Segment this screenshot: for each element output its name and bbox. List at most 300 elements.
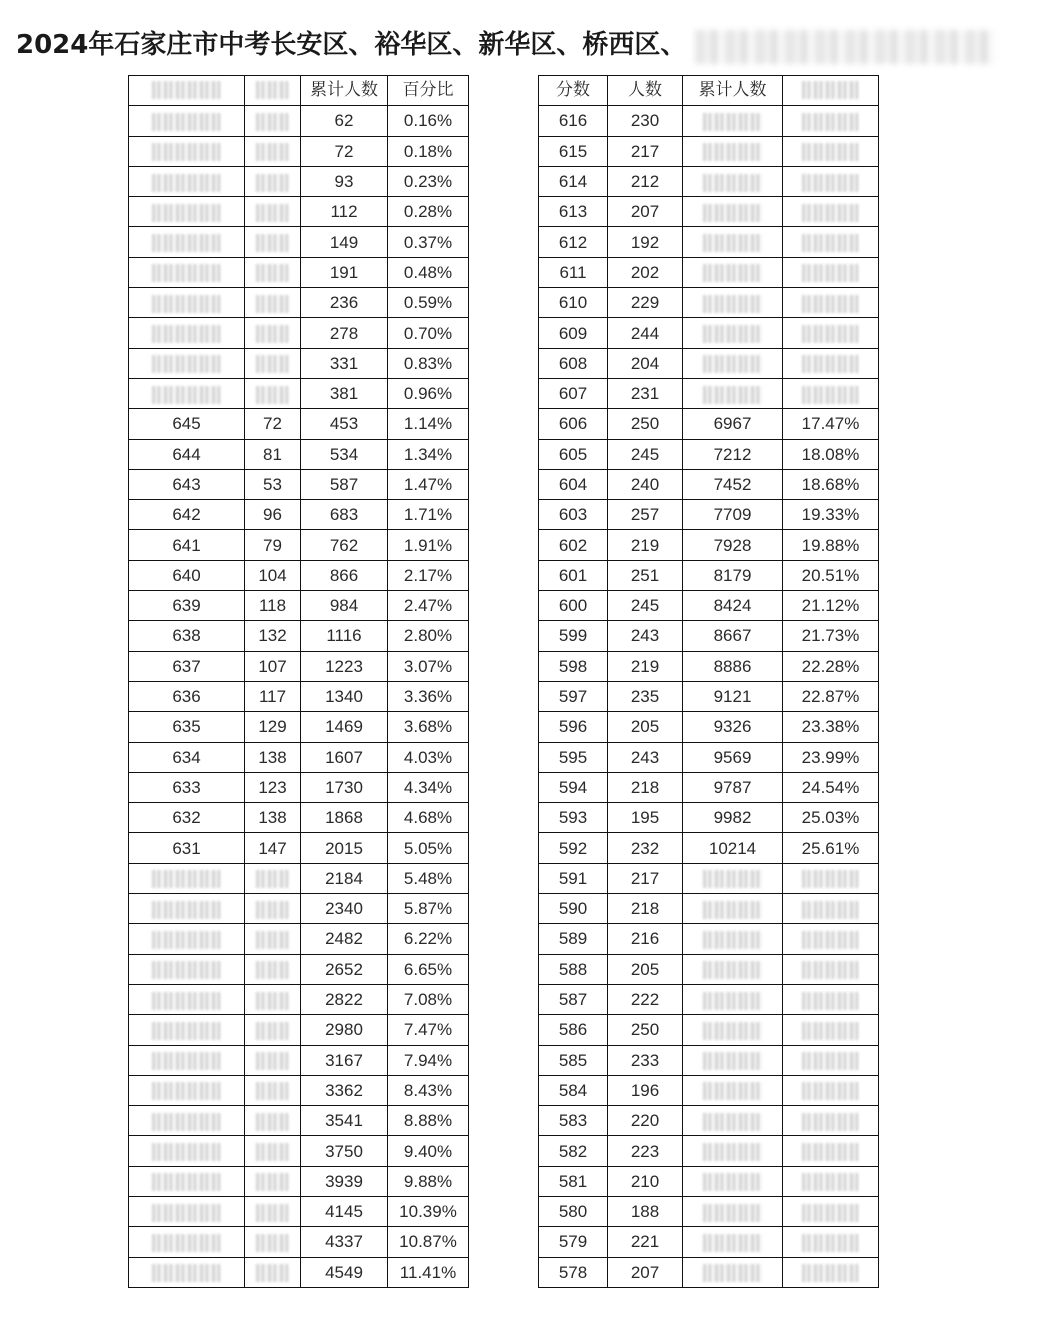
- redacted-cell: [703, 1143, 762, 1161]
- table-cell: [245, 863, 301, 893]
- table-cell: 7928: [683, 530, 783, 560]
- table-row: [539, 439, 879, 469]
- table-cell: 218: [608, 894, 683, 924]
- table-cell: 1.34%: [388, 439, 469, 469]
- table-cell: 218: [608, 772, 683, 802]
- table-cell: 25.61%: [783, 833, 879, 863]
- table-row: [539, 712, 879, 742]
- table-cell: 634: [129, 742, 245, 772]
- table-cell: 640: [129, 560, 245, 590]
- table-cell: [683, 318, 783, 348]
- title-redacted-area: [695, 30, 995, 64]
- table-cell: [129, 257, 245, 287]
- table-cell: 8667: [683, 621, 783, 651]
- table-row: [129, 772, 469, 802]
- table-cell: 112: [301, 197, 388, 227]
- table-cell: 195: [608, 803, 683, 833]
- redacted-cell: [703, 992, 762, 1010]
- table-row: [539, 954, 879, 984]
- table-cell: 2482: [301, 924, 388, 954]
- table-cell: 245: [608, 439, 683, 469]
- table-cell: [783, 318, 879, 348]
- table-row: [129, 1136, 469, 1166]
- table-row: [539, 1015, 879, 1045]
- table-cell: 9787: [683, 772, 783, 802]
- table-cell: [783, 197, 879, 227]
- table-cell: 1.47%: [388, 469, 469, 499]
- redacted-cell: [152, 1082, 221, 1100]
- column-header: [783, 76, 879, 106]
- table-cell: [129, 1045, 245, 1075]
- table-cell: 129: [245, 712, 301, 742]
- redacted-cell: [152, 1204, 221, 1222]
- table-cell: 2015: [301, 833, 388, 863]
- table-cell: 612: [539, 227, 608, 257]
- table-row: [129, 136, 469, 166]
- table-cell: 244: [608, 318, 683, 348]
- table-cell: [783, 1136, 879, 1166]
- table-cell: 587: [301, 469, 388, 499]
- redacted-cell: [256, 1052, 289, 1070]
- table-cell: 606: [539, 409, 608, 439]
- redacted-cell: [152, 1113, 221, 1131]
- table-cell: [783, 1045, 879, 1075]
- table-cell: [245, 954, 301, 984]
- redacted-cell: [152, 1052, 221, 1070]
- table-cell: 592: [539, 833, 608, 863]
- table-cell: 219: [608, 651, 683, 681]
- table-cell: 1469: [301, 712, 388, 742]
- table-cell: 0.28%: [388, 197, 469, 227]
- table-cell: [129, 166, 245, 196]
- table-cell: 616: [539, 106, 608, 136]
- table-cell: 453: [301, 409, 388, 439]
- table-row: [129, 954, 469, 984]
- redacted-cell: [802, 81, 859, 99]
- table-cell: 192: [608, 227, 683, 257]
- table-cell: 196: [608, 1075, 683, 1105]
- table-cell: 534: [301, 439, 388, 469]
- table-cell: 0.37%: [388, 227, 469, 257]
- table-cell: 683: [301, 500, 388, 530]
- table-cell: [129, 894, 245, 924]
- table-cell: [683, 1227, 783, 1257]
- table-row: [129, 924, 469, 954]
- table-cell: 600: [539, 591, 608, 621]
- table-cell: 222: [608, 984, 683, 1014]
- table-cell: [683, 1136, 783, 1166]
- redacted-cell: [152, 204, 221, 222]
- table-cell: [245, 1106, 301, 1136]
- table-cell: 72: [245, 409, 301, 439]
- redacted-cell: [256, 992, 289, 1010]
- table-cell: [683, 136, 783, 166]
- table-cell: 9.88%: [388, 1166, 469, 1196]
- table-cell: 138: [245, 742, 301, 772]
- table-cell: [683, 348, 783, 378]
- table-cell: [683, 166, 783, 196]
- table-cell: 5.05%: [388, 833, 469, 863]
- table-row: [539, 924, 879, 954]
- table-row: [539, 833, 879, 863]
- table-cell: 635: [129, 712, 245, 742]
- table-cell: 22.28%: [783, 651, 879, 681]
- redacted-cell: [802, 143, 859, 161]
- redacted-cell: [152, 1173, 221, 1191]
- table-cell: 212: [608, 166, 683, 196]
- table-cell: 96: [245, 500, 301, 530]
- table-cell: 582: [539, 1136, 608, 1166]
- table-cell: 599: [539, 621, 608, 651]
- table-cell: 645: [129, 409, 245, 439]
- table-cell: 132: [245, 621, 301, 651]
- table-cell: 598: [539, 651, 608, 681]
- redacted-cell: [802, 234, 859, 252]
- redacted-cell: [152, 386, 221, 404]
- table-cell: 591: [539, 863, 608, 893]
- table-cell: 607: [539, 378, 608, 408]
- table-cell: [783, 227, 879, 257]
- redacted-cell: [256, 1143, 289, 1161]
- table-cell: 4337: [301, 1227, 388, 1257]
- redacted-cell: [703, 1113, 762, 1131]
- table-row: [539, 742, 879, 772]
- table-cell: [683, 1045, 783, 1075]
- redacted-cell: [703, 174, 762, 192]
- table-cell: 8886: [683, 651, 783, 681]
- table-cell: [245, 106, 301, 136]
- redacted-cell: [802, 355, 859, 373]
- redacted-cell: [152, 113, 221, 131]
- table-cell: [783, 894, 879, 924]
- table-cell: 219: [608, 530, 683, 560]
- table-cell: 6.65%: [388, 954, 469, 984]
- redacted-cell: [152, 325, 221, 343]
- table-cell: 2652: [301, 954, 388, 984]
- table-row: [129, 863, 469, 893]
- table-cell: [129, 954, 245, 984]
- table-cell: 642: [129, 500, 245, 530]
- table-cell: 610: [539, 288, 608, 318]
- redacted-cell: [256, 143, 289, 161]
- table-cell: 188: [608, 1196, 683, 1226]
- table-cell: 1223: [301, 651, 388, 681]
- table-row: [129, 560, 469, 590]
- redacted-cell: [256, 931, 289, 949]
- redacted-cell: [152, 295, 221, 313]
- table-cell: 5.87%: [388, 894, 469, 924]
- redacted-cell: [703, 1264, 762, 1282]
- table-cell: 229: [608, 288, 683, 318]
- table-row: [539, 984, 879, 1014]
- table-cell: [245, 197, 301, 227]
- table-row: [129, 469, 469, 499]
- table-cell: 633: [129, 772, 245, 802]
- table-cell: 3167: [301, 1045, 388, 1075]
- table-cell: 230: [608, 106, 683, 136]
- redacted-cell: [152, 961, 221, 979]
- table-cell: 0.83%: [388, 348, 469, 378]
- table-cell: 1.91%: [388, 530, 469, 560]
- table-cell: 639: [129, 591, 245, 621]
- table-cell: 637: [129, 651, 245, 681]
- table-row: [129, 1045, 469, 1075]
- table-cell: 2.47%: [388, 591, 469, 621]
- table-cell: 866: [301, 560, 388, 590]
- redacted-cell: [703, 234, 762, 252]
- redacted-cell: [802, 1052, 859, 1070]
- table-cell: 10.39%: [388, 1196, 469, 1226]
- table-cell: [783, 348, 879, 378]
- table-cell: 603: [539, 500, 608, 530]
- table-cell: 123: [245, 772, 301, 802]
- table-cell: 586: [539, 1015, 608, 1045]
- redacted-cell: [703, 295, 762, 313]
- redacted-cell: [256, 1022, 289, 1040]
- redacted-cell: [703, 961, 762, 979]
- redacted-cell: [152, 264, 221, 282]
- table-cell: 0.48%: [388, 257, 469, 287]
- table-row: [539, 803, 879, 833]
- redacted-cell: [256, 113, 289, 131]
- table-cell: 118: [245, 591, 301, 621]
- table-cell: 21.12%: [783, 591, 879, 621]
- table-cell: 53: [245, 469, 301, 499]
- table-cell: 587: [539, 984, 608, 1014]
- redacted-cell: [703, 143, 762, 161]
- table-row: [539, 1045, 879, 1075]
- table-cell: [683, 894, 783, 924]
- table-row: [539, 772, 879, 802]
- redacted-cell: [802, 870, 859, 888]
- table-cell: [245, 378, 301, 408]
- page-title: 2024年石家庄市中考长安区、裕华区、新华区、桥西区、: [16, 30, 687, 60]
- table-cell: 3362: [301, 1075, 388, 1105]
- table-cell: 243: [608, 621, 683, 651]
- table-cell: 2340: [301, 894, 388, 924]
- table-cell: 578: [539, 1257, 608, 1287]
- table-cell: 615: [539, 136, 608, 166]
- column-header: 百分比: [388, 76, 469, 106]
- table-cell: [683, 257, 783, 287]
- table-row: [129, 257, 469, 287]
- table-row: [539, 500, 879, 530]
- table-row: [539, 894, 879, 924]
- score-table-left: [128, 75, 469, 1288]
- redacted-cell: [152, 81, 221, 99]
- table-cell: 9121: [683, 681, 783, 711]
- table-cell: 0.18%: [388, 136, 469, 166]
- table-cell: [783, 378, 879, 408]
- table-row: [539, 591, 879, 621]
- table-cell: 81: [245, 439, 301, 469]
- table-cell: [129, 1227, 245, 1257]
- table-cell: [129, 348, 245, 378]
- table-cell: 9982: [683, 803, 783, 833]
- table-cell: 608: [539, 348, 608, 378]
- redacted-cell: [802, 992, 859, 1010]
- table-cell: [129, 197, 245, 227]
- table-cell: 590: [539, 894, 608, 924]
- table-cell: 7212: [683, 439, 783, 469]
- redacted-cell: [256, 901, 289, 919]
- table-cell: 72: [301, 136, 388, 166]
- table-cell: 609: [539, 318, 608, 348]
- table-cell: 984: [301, 591, 388, 621]
- table-cell: 1730: [301, 772, 388, 802]
- redacted-cell: [256, 870, 289, 888]
- table-cell: 9569: [683, 742, 783, 772]
- redacted-cell: [802, 1022, 859, 1040]
- table-cell: 4145: [301, 1196, 388, 1226]
- table-cell: 62: [301, 106, 388, 136]
- table-cell: 236: [301, 288, 388, 318]
- table-row: [129, 591, 469, 621]
- table-cell: [245, 227, 301, 257]
- table-cell: [783, 1015, 879, 1045]
- redacted-cell: [802, 325, 859, 343]
- table-cell: [129, 863, 245, 893]
- table-row: [129, 712, 469, 742]
- redacted-cell: [703, 1204, 762, 1222]
- table-cell: [245, 288, 301, 318]
- redacted-cell: [256, 1264, 289, 1282]
- table-cell: 3.07%: [388, 651, 469, 681]
- table-cell: 6967: [683, 409, 783, 439]
- table-cell: [129, 1196, 245, 1226]
- table-cell: 8.88%: [388, 1106, 469, 1136]
- redacted-cell: [802, 931, 859, 949]
- table-cell: 595: [539, 742, 608, 772]
- table-row: [129, 378, 469, 408]
- table-cell: 24.54%: [783, 772, 879, 802]
- table-row: [539, 1166, 879, 1196]
- table-cell: 20.51%: [783, 560, 879, 590]
- table-cell: 1340: [301, 681, 388, 711]
- table-cell: 205: [608, 954, 683, 984]
- table-cell: [683, 227, 783, 257]
- redacted-cell: [152, 234, 221, 252]
- table-cell: [783, 1196, 879, 1226]
- table-cell: [783, 1227, 879, 1257]
- redacted-cell: [152, 901, 221, 919]
- table-cell: 207: [608, 197, 683, 227]
- table-cell: [683, 106, 783, 136]
- table-cell: [683, 288, 783, 318]
- table-cell: 2980: [301, 1015, 388, 1045]
- table-cell: 7.94%: [388, 1045, 469, 1075]
- redacted-cell: [256, 234, 289, 252]
- table-cell: 257: [608, 500, 683, 530]
- redacted-cell: [703, 1052, 762, 1070]
- table-cell: 18.08%: [783, 439, 879, 469]
- table-cell: [683, 1196, 783, 1226]
- table-cell: 638: [129, 621, 245, 651]
- table-cell: 589: [539, 924, 608, 954]
- redacted-cell: [802, 204, 859, 222]
- table-cell: 250: [608, 409, 683, 439]
- table-row: [129, 803, 469, 833]
- table-cell: 202: [608, 257, 683, 287]
- table-row: [539, 227, 879, 257]
- table-cell: [129, 1075, 245, 1105]
- table-cell: 9326: [683, 712, 783, 742]
- table-cell: 611: [539, 257, 608, 287]
- redacted-cell: [802, 901, 859, 919]
- table-cell: 216: [608, 924, 683, 954]
- redacted-cell: [256, 1113, 289, 1131]
- redacted-cell: [703, 325, 762, 343]
- table-cell: [129, 1166, 245, 1196]
- table-cell: [783, 954, 879, 984]
- redacted-cell: [703, 204, 762, 222]
- redacted-cell: [152, 143, 221, 161]
- table-cell: 2184: [301, 863, 388, 893]
- table-row: [539, 1136, 879, 1166]
- table-row: [129, 500, 469, 530]
- table-row: [539, 1257, 879, 1287]
- redacted-cell: [703, 931, 762, 949]
- table-cell: 21.73%: [783, 621, 879, 651]
- table-cell: [683, 954, 783, 984]
- table-cell: 597: [539, 681, 608, 711]
- table-row: [129, 894, 469, 924]
- table-row: [539, 197, 879, 227]
- redacted-cell: [152, 1143, 221, 1161]
- table-cell: 4.34%: [388, 772, 469, 802]
- table-cell: 636: [129, 681, 245, 711]
- table-cell: 0.16%: [388, 106, 469, 136]
- table-row: [539, 288, 879, 318]
- table-cell: 223: [608, 1136, 683, 1166]
- table-cell: 19.88%: [783, 530, 879, 560]
- table-cell: 8424: [683, 591, 783, 621]
- table-cell: 23.38%: [783, 712, 879, 742]
- table-row: [129, 197, 469, 227]
- table-row: [129, 530, 469, 560]
- table-cell: [783, 1106, 879, 1136]
- redacted-cell: [152, 1264, 221, 1282]
- table-cell: [245, 1015, 301, 1045]
- table-cell: [129, 106, 245, 136]
- table-cell: [129, 136, 245, 166]
- table-cell: 207: [608, 1257, 683, 1287]
- table-cell: 631: [129, 833, 245, 863]
- table-cell: 9.40%: [388, 1136, 469, 1166]
- table-cell: 18.68%: [783, 469, 879, 499]
- table-cell: 3541: [301, 1106, 388, 1136]
- table-cell: [683, 863, 783, 893]
- table-cell: [245, 1166, 301, 1196]
- table-cell: 331: [301, 348, 388, 378]
- redacted-cell: [703, 1234, 762, 1252]
- table-cell: [783, 136, 879, 166]
- table-header-row: [129, 76, 469, 106]
- table-cell: 243: [608, 742, 683, 772]
- table-cell: [245, 984, 301, 1014]
- table-header-row: [539, 76, 879, 106]
- table-cell: 6.22%: [388, 924, 469, 954]
- redacted-cell: [256, 174, 289, 192]
- table-cell: [683, 1015, 783, 1045]
- table-cell: 602: [539, 530, 608, 560]
- table-cell: 3939: [301, 1166, 388, 1196]
- table-cell: 278: [301, 318, 388, 348]
- table-cell: 2822: [301, 984, 388, 1014]
- redacted-cell: [703, 355, 762, 373]
- table-row: [539, 863, 879, 893]
- table-cell: 4549: [301, 1257, 388, 1287]
